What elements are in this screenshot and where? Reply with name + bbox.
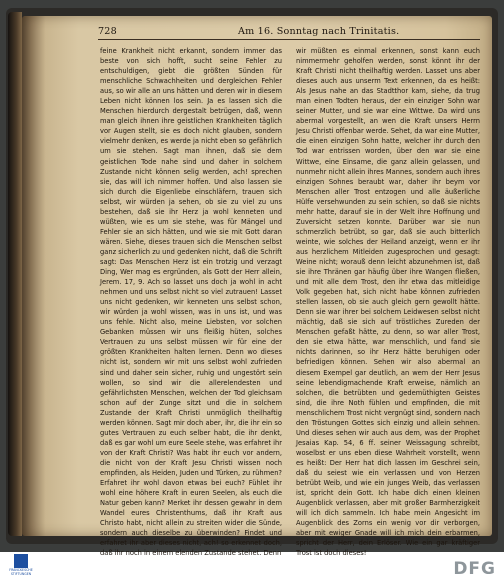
text-column-left bbox=[100, 46, 282, 558]
dfg-logo: DFG bbox=[453, 559, 496, 579]
library-logo-mark bbox=[14, 554, 28, 568]
library-logo-text: FRANCKESCHE STIFTUNGEN bbox=[9, 568, 33, 576]
running-title: Am 16. Sonntag nach Trinitatis. bbox=[238, 26, 400, 37]
right-column-text: wir müßten es einmal erkennen, sonst kann euch nimmermehr geholfen werden, sonst könnt ihr der Kraft Christi nicht theilhaftig werden. Lasset uns aber dieses auch aus unserm Text erkennen, da es heißt: Als Jesus nahe an das Stadtthor kam, siehe, da trug man einen Todten heraus, der ein einziger Sohn war seiner Mutter, und sie war eine Wittwe. Da wird uns abermal vorgestellt, an wen die Kraft unsers Herrn Jesu Christi offenbar werde. Sehet, da war eine Mutter, die einen einzigen Sohn hatte, welcher ihr durch den Tod war entrissen worden, über den war sie eine Wittwe, eine Einsame, die ganz allein gelassen, und nunmehr nicht allein ihres Mannes, sondern auch ihres einzigen Sohnes beraubt war, daher ihr beym vor Menschen aller Trost entzogen und alle äußerliche Hülfe versehwunden zu sein schien, so daß sie nichts mehr hatte, darauf sie in der Welt ihre Hoffnung und Zuversicht setzen konnte. Darüber war sie nun schmerzlich betrübt, so gar, daß sie auch bitterlich weinte, wie solches der Heiland anzeigt, wenn er ihr aus herzlichem Mitleiden zugesprochen und gesagt: Weine nicht; worauß denn leicht abzunehmen ist, daß sie ihre Thränen gar häufig über ihre Wangen fließen, und mit alle dem Trost, den ihr etwa das mitleidige Volk gegeben hat, sich nicht habe können zufrieden stellen lassen, ob sie auch gleich gern gewollt hätte. Denn sie war ihrer bei solchem Leidwesen selbst nicht mächtig, daß sie sich auf tröstliches Zureden der Menschen gefaßt hätte, zu denn, so war aller Trost, den sie etwa hätte, war menschlich, und fand sie nichts darinnen, so ihr Herz hätte beruhigen oder befriedigen können. Sehen wir also abermal an diesem Exempel gar deutlich, an wem der Herr Jesus seine lebendigmachende Kraft erweise, nämlich an solchen, die betrübten und gedemüthigten Geistes sind, die ihre Noth fühlen und empfinden, die mit menschlichem Trost nicht vergnügt sind, sondern nach den Tröstungen Gottes sich einzig und allein sehnen. Und dieses sehen wir auch aus dem, was der Prophet Jesaias Kap. 54, 6 ff. seiner Weissagung schreibt, woselbst er uns eben diese Wahrheit vorstellt, wenn es heißt: Der Herr hat dich lassen im Geschrei sein, daß du seiest wie ein verlassen und von Herzen betrübt Weib, und wie ein junges Weib, das verlassen ist, spricht dein Gott. Ich habe dich einen kleinen Augenblick verlassen, aber mit großer Barmherzigkeit will ich dich sammeln. Ich habe mein Angesicht im Augenblick des Zorns ein wenig vor dir verborgen, aber mit ewiger Gnade will ich mich dein erbarmen, spricht der Herr, dein Erlöser. Wie ein gar kräftiger Trost ist doch dieses! bbox=[296, 47, 480, 558]
text-column-right bbox=[296, 46, 480, 558]
page-number: 728 bbox=[98, 26, 117, 37]
left-column-text: feine Krankheit nicht erkannt, sondern immer das beste von sich hofft, sucht seine Fehler zu entschuldigen, giebt die größten Sünden für menschliche Schwachheiten und dergleichen Fehler aus, so wir alle an uns hätten und deren wir in diesem Leben nicht können los sein. Ja es lassen sich die Menschen hierdurch dergestalt betrügen, daß, wenn man gleich ihnen ihre geistlichen Krankheiten täglich vor Augen stellt, sie es doch nicht glauben, sondern vielmehr denken, es werde ja nicht eben so gefährlich um sie stehen. Sagt man ihnen, daß sie dem geistlichen Tode nahe sind und daher in solchem Zustande nicht können selig werden, ach! sprechen sie, das will ich nimmer hoffen. Und also lassen sie sich durch die Eigenliebe einschläfern, trauen sich selbst, wir würden ja sehen, ob sie zu viel zu uns bestehen, daß sie ihr Herz ja wohl kenneten und wüßten, wie es um sie stehe, was für Mängel und Fehler sie an sich hätten, und wie sie mit Gott daran wären. Siehe, dieses trauen sich die Menschen selbst ganz sicherlich zu und gedenken nicht, daß die Schrift sagt: Das Menschen Herz ist ein trotzig und verzagt Ding, Wer mag es ergründen, als Gott der Herr allein, Jerem. 17, 9. Ach so lasset uns doch ja wohl in acht nehmen und uns selbst nicht so viel zutrauen! Lasset uns nicht gedenken, wir kenneten uns selbst schon, wir würden ja wohl wissen, was in uns ist, und was uns fehle. Nicht also, meine Liebsten, vor solchen Gebanken müssen wir uns fleißig hüten, solches Vertrauen zu uns selbst müssen wir für eine der größten Krankheiten halten lernen. Denn wo dieses nicht ist, sondern wir mit uns selbst wohl zufrieden sind und daher sein sicher, ruhig und ungestört sein wollen, so sind wir die allerelendesten und gefährlichsten Menschen, welchen der Tod gleichsam schon auf der Zunge sitzt und die in solchem Zustande der Kraft Christi unmöglich theilhaftig werden können. Sagt mir doch aber, ihr, die ihr ein so gutes Vertrauen zu euch selber habt, die ihr denkt, daß es gar wohl um eure Seele stehe, was erfahret ihr von der Kraft Christi? Was habt ihr euch vor andern, die nicht von der Kraft Jesu Christi wissen noch empfinden, als Heiden, Juden und Türken, zu rühmen? Erfahret ihr wohl davon etwas bei euch? Fühlet ihr wohl eine höhere Kraft in euren Seelen, als euch die Natur geben kann? Merket ihr dessen gewahr in dem Wandel eures Christenthums, daß ihr Kraft aus Christo habt, nicht allein zu streiten wider die Sünde, sondern auch dieselbe zu überwinden? Findet und erfahret ihr aber dieses nicht, ach! so erkennet doch, daß ihr noch in einem elenden Zustande stehet. Denn bbox=[100, 47, 282, 558]
library-logo bbox=[6, 554, 36, 580]
book-spine bbox=[8, 12, 22, 536]
header-rule bbox=[98, 39, 480, 40]
